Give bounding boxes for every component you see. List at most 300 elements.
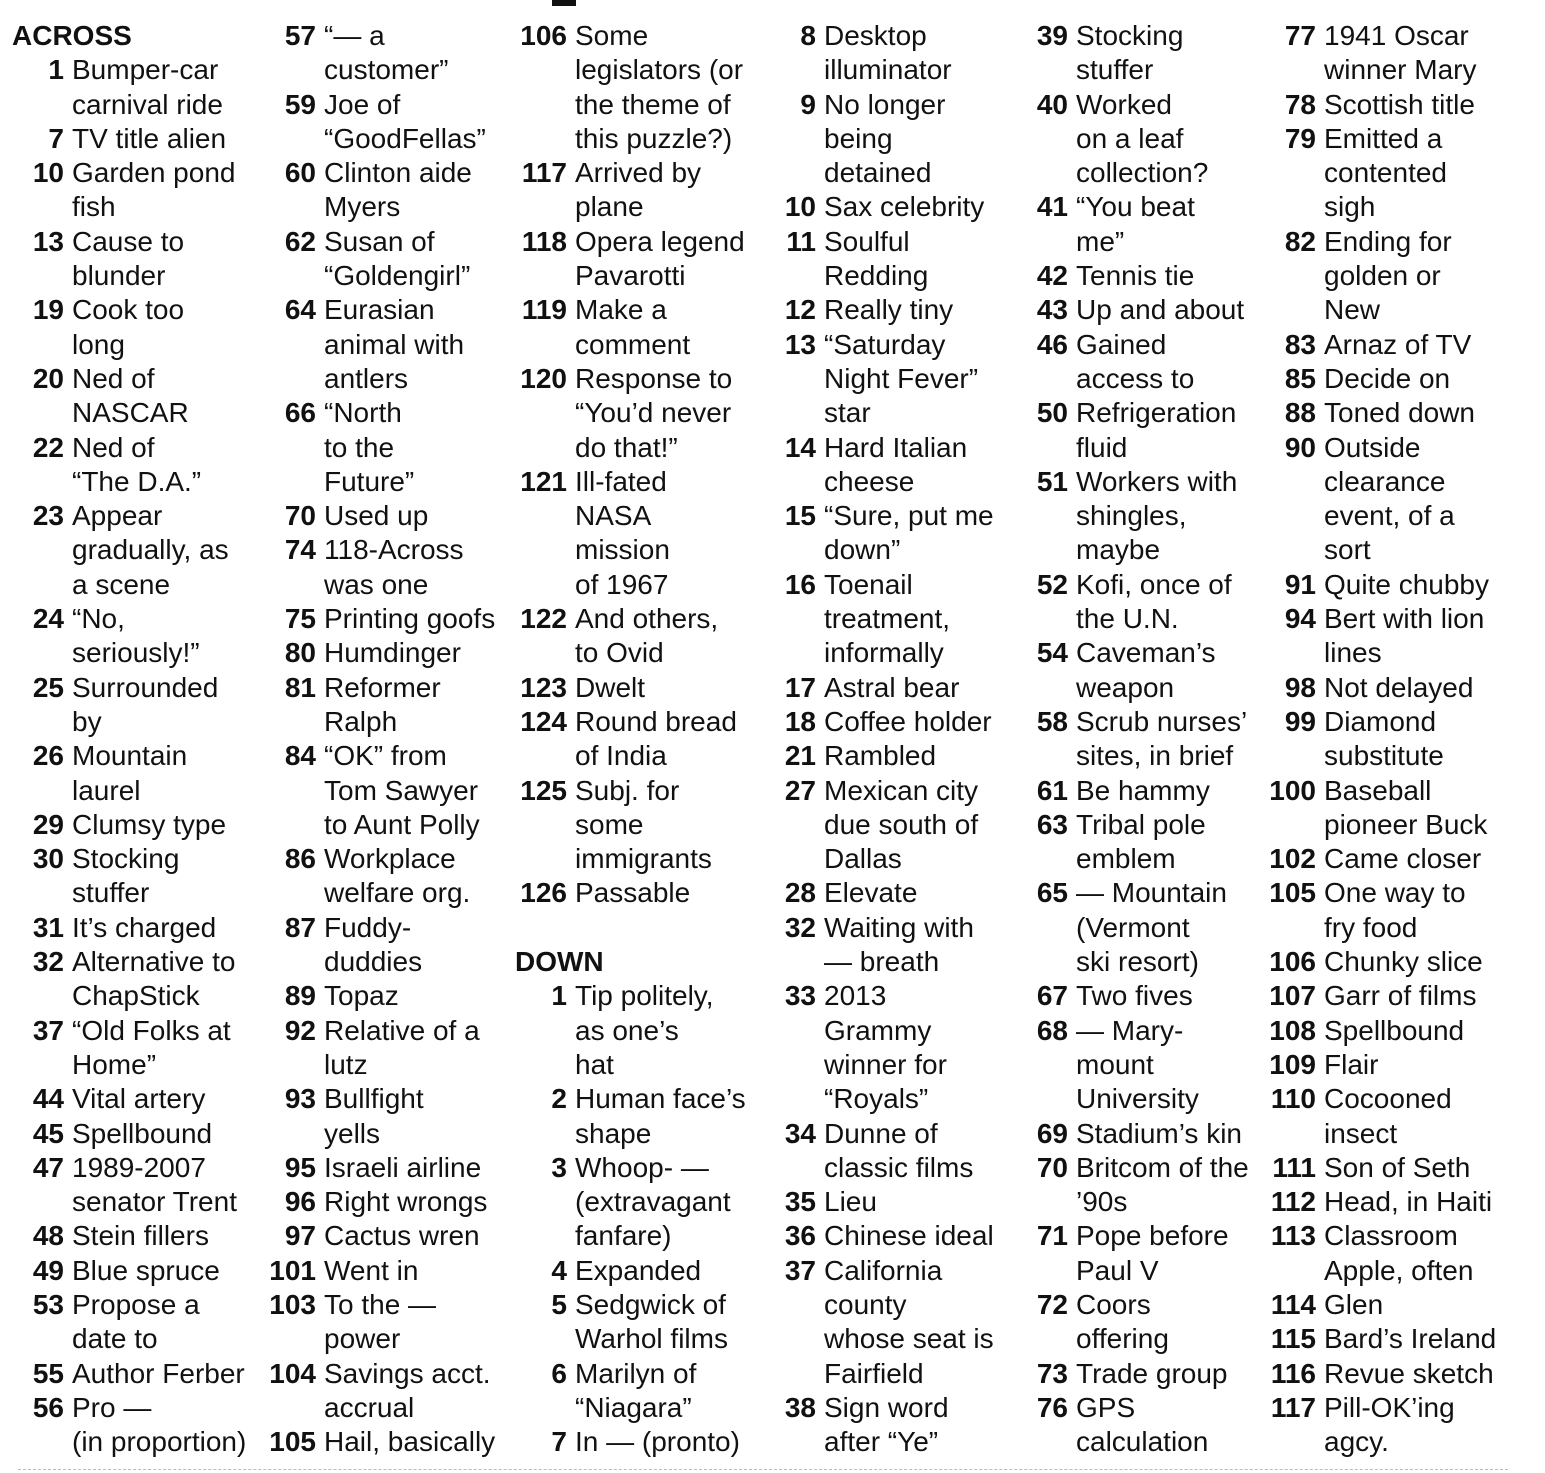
clue-number: 2 xyxy=(551,1083,567,1115)
clue-text-line: the theme of xyxy=(575,88,731,120)
down-clue xyxy=(1264,945,1545,979)
clue-text-line: “— a xyxy=(324,20,385,51)
clue-text-line: Home” xyxy=(72,1048,157,1080)
clue-text-line: Pavarotti xyxy=(575,260,686,292)
clue-number: 114 xyxy=(1270,1288,1316,1320)
clue-number: 123 xyxy=(520,671,567,703)
clue-number: 79 xyxy=(1284,122,1316,154)
down-clue xyxy=(1264,431,1545,568)
clue-text-line: Redding xyxy=(824,260,929,292)
clue-text-line: Son of Seth xyxy=(1324,1151,1471,1183)
clue-text-line: sigh xyxy=(1324,191,1376,223)
clue-text-line: Sedgwick of xyxy=(575,1288,726,1320)
clue-text-line: mount xyxy=(1076,1048,1154,1080)
clue-number: 9 xyxy=(800,88,816,120)
clue-number: 116 xyxy=(1270,1357,1316,1389)
clue-number: 86 xyxy=(284,843,316,875)
clue-text-line: Workplace xyxy=(324,843,456,875)
clue-number: 37 xyxy=(784,1254,816,1286)
clue-text-line: Quite chubby xyxy=(1324,568,1489,600)
clue-number: 95 xyxy=(284,1151,316,1183)
clue-text-line: to Aunt Polly xyxy=(324,808,480,840)
clue-number: 80 xyxy=(284,637,316,669)
clue-number: 62 xyxy=(284,225,316,257)
clue-text-line: Propose a xyxy=(72,1288,200,1320)
clue-text-line: gradually, as xyxy=(72,534,229,566)
clue-number: 99 xyxy=(1284,705,1316,737)
clue-text-line: — Mary- xyxy=(1076,1014,1184,1046)
clue-text-line: Savings acct. xyxy=(324,1357,491,1389)
clue-number: 51 xyxy=(1036,465,1068,497)
clue-text-line: the U.N. xyxy=(1076,603,1179,635)
clue-number: 110 xyxy=(1270,1083,1316,1115)
down-clue xyxy=(1264,122,1545,225)
clue-text-line: fish xyxy=(72,191,116,223)
clue-number: 61 xyxy=(1036,774,1068,806)
clue-number: 89 xyxy=(284,980,316,1012)
clue-number: 100 xyxy=(1269,774,1316,806)
clue-text-line: Arnaz of TV xyxy=(1324,328,1472,360)
clue-number: 70 xyxy=(1036,1151,1068,1183)
clue-number: 76 xyxy=(1036,1391,1068,1423)
clue-number: 96 xyxy=(284,1186,316,1218)
clue-text-line: sites, in brief xyxy=(1076,740,1234,772)
clue-text-line: Ending for xyxy=(1324,225,1452,257)
clue-number: 106 xyxy=(1269,946,1316,978)
clue-number: 39 xyxy=(1036,20,1068,51)
clue-text-line: To the — xyxy=(324,1288,437,1320)
clue-text-line: Kofi, once of xyxy=(1076,568,1232,600)
clue-number: 35 xyxy=(784,1186,816,1218)
clue-number: 63 xyxy=(1036,808,1068,840)
clue-number: 48 xyxy=(32,1220,64,1252)
clue-text-line: “Royals” xyxy=(824,1083,929,1115)
clue-text-line: Really tiny xyxy=(824,294,954,326)
clue-number: 40 xyxy=(1036,88,1068,120)
clue-number: 17 xyxy=(784,671,816,703)
clue-number: 18 xyxy=(784,705,816,737)
clue-text-line: Grammy xyxy=(824,1014,932,1046)
clue-number: 74 xyxy=(284,534,316,566)
clue-number: 120 xyxy=(520,362,567,394)
clue-text-line: Head, in Haiti xyxy=(1324,1186,1493,1218)
clue-text-line: insect xyxy=(1324,1117,1398,1149)
clue-text-line: Rambled xyxy=(824,740,937,772)
clue-number: 93 xyxy=(284,1083,316,1115)
clue-number: 7 xyxy=(48,122,64,154)
clue-number: 70 xyxy=(284,500,316,532)
clue-number: 52 xyxy=(1036,568,1068,600)
clue-number: 66 xyxy=(284,397,316,429)
clue-text-line: cheese xyxy=(824,465,915,497)
clue-text-line: Cause to xyxy=(72,225,185,257)
clue-text-line: Round bread xyxy=(575,705,737,737)
clue-text-line: Used up xyxy=(324,500,429,532)
down-clue xyxy=(1264,362,1545,396)
clue-text-line: this puzzle?) xyxy=(575,122,733,154)
clue-text-line: Tom Sawyer xyxy=(324,774,479,806)
clue-text-line: date to xyxy=(72,1323,158,1355)
clue-text-line: Eurasian xyxy=(324,294,435,326)
clue-text-line: blunder xyxy=(72,260,166,292)
clue-number: 29 xyxy=(32,808,64,840)
clue-text-line: fanfare) xyxy=(575,1220,672,1252)
clue-number: 10 xyxy=(32,157,64,189)
clue-text-line: detained xyxy=(824,157,932,189)
down-clue xyxy=(1264,979,1545,1013)
clue-text-line: University xyxy=(1076,1083,1199,1115)
clue-text-line: legislators (or xyxy=(575,54,744,86)
clue-text-line: 1989-2007 xyxy=(72,1151,206,1183)
down-clue xyxy=(1264,1151,1545,1185)
clue-text-line: Not delayed xyxy=(1324,671,1474,703)
down-clue xyxy=(1264,1048,1545,1082)
clue-text-line: Soulful xyxy=(824,225,910,257)
clue-number: 19 xyxy=(32,294,64,326)
clue-number: 115 xyxy=(1270,1323,1316,1355)
clue-number: 12 xyxy=(784,294,816,326)
down-clue xyxy=(1264,705,1545,774)
down-clue xyxy=(1264,19,1545,88)
clue-text-line: Elevate xyxy=(824,877,918,909)
clue-text-line: “Niagara” xyxy=(575,1391,692,1423)
clue-text-line: Cocooned xyxy=(1324,1083,1452,1115)
clue-text-line: “No, xyxy=(72,603,125,635)
clue-number: 68 xyxy=(1036,1014,1068,1046)
clue-text-line: Diamond xyxy=(1324,705,1437,737)
clue-text-line: Israeli airline xyxy=(324,1151,482,1183)
clue-text-line: stuffer xyxy=(72,877,150,909)
clue-number: 69 xyxy=(1036,1117,1068,1149)
clue-text-line: emblem xyxy=(1076,843,1176,875)
clue-text-line: Relative of a xyxy=(324,1014,480,1046)
clue-number: 45 xyxy=(32,1117,64,1149)
clue-number: 7 xyxy=(551,1426,567,1458)
clue-text-line: Stocking xyxy=(72,843,180,875)
clue-text-line: — Mountain xyxy=(1076,877,1227,909)
clue-text-line: Reformer xyxy=(324,671,441,703)
clue-text-line: Flair xyxy=(1324,1048,1379,1080)
clue-number: 14 xyxy=(784,431,816,463)
clue-text-line: fry food xyxy=(1324,911,1418,943)
clue-text-line: laurel xyxy=(72,774,141,806)
clue-text-line: seriously!” xyxy=(72,637,200,669)
clue-number: 10 xyxy=(784,191,816,223)
clue-text-line: 1941 Oscar xyxy=(1324,20,1469,51)
clue-text-line: Ned of xyxy=(72,431,155,463)
clue-text-line: sort xyxy=(1324,534,1371,566)
clue-number: 1 xyxy=(551,980,567,1012)
clue-number: 106 xyxy=(520,20,567,51)
clue-number: 41 xyxy=(1036,191,1068,223)
clue-text-line: comment xyxy=(575,328,691,360)
clue-text-line: Bumper-car xyxy=(72,54,219,86)
clue-text-line: customer” xyxy=(324,54,449,86)
clue-text-line: Toned down xyxy=(1324,397,1476,429)
clue-number: 125 xyxy=(520,774,567,806)
clue-text-line: 118-Across xyxy=(324,534,464,566)
clue-text-line: Lieu xyxy=(824,1186,877,1218)
clue-text-line: Scottish title xyxy=(1324,88,1475,120)
clue-number: 5 xyxy=(551,1288,567,1320)
clue-number: 42 xyxy=(1036,260,1068,292)
clue-number: 60 xyxy=(284,157,316,189)
clue-number: 16 xyxy=(784,568,816,600)
clue-text-line: Stadium’s kin xyxy=(1076,1117,1243,1149)
clue-text-line: Myers xyxy=(324,191,401,223)
clue-text-line: Bard’s Ireland xyxy=(1324,1323,1497,1355)
clue-number: 15 xyxy=(784,500,816,532)
clue-text-line: plane xyxy=(575,191,644,223)
clue-text-line: offering xyxy=(1076,1323,1169,1355)
clue-text-line: “Old Folks at xyxy=(72,1014,231,1046)
down-clue xyxy=(1264,88,1545,122)
clue-text-line: after “Ye” xyxy=(824,1426,939,1458)
clue-number: 30 xyxy=(32,843,64,875)
clue-number: 119 xyxy=(521,294,567,326)
clue-text-line: access to xyxy=(1076,362,1195,394)
clue-number: 71 xyxy=(1036,1220,1068,1252)
clue-text-line: Outside xyxy=(1324,431,1421,463)
clue-number: 53 xyxy=(32,1288,64,1320)
down-clue xyxy=(1264,876,1545,945)
clue-text-line: Fairfield xyxy=(824,1357,924,1389)
clue-text-line: Clinton aide xyxy=(324,157,472,189)
clue-text-line: Emitted a xyxy=(1324,122,1443,154)
clue-text-line: fluid xyxy=(1076,431,1128,463)
clue-text-line: Spellbound xyxy=(1324,1014,1465,1046)
clue-number: 8 xyxy=(800,20,816,51)
clue-text-line: calculation xyxy=(1076,1426,1209,1458)
clue-number: 32 xyxy=(784,911,816,943)
clue-text-line: ChapStick xyxy=(72,980,200,1012)
clue-number: 84 xyxy=(284,740,316,772)
clue-text-line: Pro — xyxy=(72,1391,152,1423)
clue-text-line: golden or xyxy=(1324,260,1441,292)
clue-text-line: “GoodFellas” xyxy=(324,122,486,154)
clue-number: 67 xyxy=(1036,980,1068,1012)
down-clue xyxy=(1264,1357,1545,1391)
clue-text-line: lutz xyxy=(324,1048,368,1080)
clue-text-line: classic films xyxy=(824,1151,974,1183)
clue-text-line: Toenail xyxy=(824,568,913,600)
clue-text-line: Sign word xyxy=(824,1391,949,1423)
down-clue xyxy=(1264,1391,1545,1460)
clue-text-line: Clumsy type xyxy=(72,808,227,840)
clue-text-line: “The D.A.” xyxy=(72,465,202,497)
clue-number: 118 xyxy=(521,225,567,257)
clue-text-line: ski resort) xyxy=(1076,946,1199,978)
clue-text-line: Vital artery xyxy=(72,1083,206,1115)
clue-text-line: to Ovid xyxy=(575,637,664,669)
clue-number: 47 xyxy=(32,1151,64,1183)
clue-number: 126 xyxy=(520,877,567,909)
clue-text-line: carnival ride xyxy=(72,88,223,120)
clue-text-line: Spellbound xyxy=(72,1117,213,1149)
clue-text-line: winner for xyxy=(824,1048,947,1080)
clue-text-line: “You beat xyxy=(1076,191,1195,223)
clue-number: 54 xyxy=(1036,637,1068,669)
clue-number: 27 xyxy=(784,774,816,806)
clue-text-line: Stocking xyxy=(1076,20,1184,51)
clue-number: 64 xyxy=(284,294,316,326)
clue-text-line: Passable xyxy=(575,877,691,909)
clue-text-line: illuminator xyxy=(824,54,952,86)
clue-text-line: Topaz xyxy=(324,980,399,1012)
clue-text-line: Paul V xyxy=(1076,1254,1159,1286)
clue-number: 20 xyxy=(32,362,64,394)
clue-text-line: a scene xyxy=(72,568,171,600)
down-clue xyxy=(1264,774,1545,843)
clue-text-line: Humdinger xyxy=(324,637,461,669)
clue-text-line: power xyxy=(324,1323,401,1355)
clue-text-line: collection? xyxy=(1076,157,1209,189)
clue-text-line: Response to xyxy=(575,362,733,394)
clue-text-line: substitute xyxy=(1324,740,1444,772)
clue-number: 87 xyxy=(284,911,316,943)
clue-text-line: Revue sketch xyxy=(1324,1357,1494,1389)
clue-text-line: county xyxy=(824,1288,907,1320)
clue-text-line: Garden pond xyxy=(72,157,236,189)
clue-text-line: as one’s xyxy=(575,1014,679,1046)
down-clue xyxy=(1264,396,1545,430)
clue-text-line: Whoop- — xyxy=(575,1151,709,1183)
down-clue xyxy=(1264,1322,1545,1356)
clue-number: 32 xyxy=(32,946,64,978)
clue-number: 117 xyxy=(521,157,567,189)
clue-text-line: Tribal pole xyxy=(1076,808,1206,840)
clue-number: 59 xyxy=(284,88,316,120)
clue-text-line: One way to xyxy=(1324,877,1466,909)
down-clue xyxy=(1264,1014,1545,1048)
clue-text-line: long xyxy=(72,328,125,360)
clue-text-line: on a leaf xyxy=(1076,122,1184,154)
clue-text-line: Night Fever” xyxy=(824,362,979,394)
clue-number: 56 xyxy=(32,1391,64,1423)
clue-number: 111 xyxy=(1272,1151,1316,1183)
clue-text-line: Susan of xyxy=(324,225,435,257)
clue-text-line: accrual xyxy=(324,1391,415,1423)
clue-number: 72 xyxy=(1036,1288,1068,1320)
clue-text-line: Classroom xyxy=(1324,1220,1458,1252)
clue-number: 13 xyxy=(32,225,64,257)
clue-text-line: immigrants xyxy=(575,843,712,875)
clue-number: 75 xyxy=(284,603,316,635)
clue-text-line: Joe of xyxy=(324,88,401,120)
across-heading: ACROSS xyxy=(12,20,132,51)
clue-text-line: being xyxy=(824,122,893,154)
clue-text-line: animal with xyxy=(324,328,465,360)
clue-text-line: Marilyn of xyxy=(575,1357,697,1389)
clue-text-line: Worked xyxy=(1076,88,1172,120)
clue-text-line: down” xyxy=(824,534,901,566)
clue-text-line: Trade group xyxy=(1076,1357,1228,1389)
clue-text-line: “Goldengirl” xyxy=(324,260,471,292)
clue-number: 102 xyxy=(1269,843,1316,875)
clue-text-line: Sax celebrity xyxy=(824,191,985,223)
clue-text-line: hat xyxy=(575,1048,614,1080)
clue-text-line: of India xyxy=(575,740,667,772)
down-clue xyxy=(1264,1219,1545,1288)
clue-text-line: Chunky slice xyxy=(1324,946,1483,978)
clue-text-line: antlers xyxy=(324,362,409,394)
clue-number: 38 xyxy=(784,1391,816,1423)
clue-text-line: Dunne of xyxy=(824,1117,938,1149)
clue-text-line: welfare org. xyxy=(324,877,471,909)
clue-number: 11 xyxy=(786,225,816,257)
clue-text-line: Hard Italian xyxy=(824,431,968,463)
clue-number: 73 xyxy=(1036,1357,1068,1389)
clue-text-line: Decide on xyxy=(1324,362,1451,394)
clue-number: 4 xyxy=(551,1254,567,1286)
clue-text-line: was one xyxy=(324,568,429,600)
clue-text-line: Ned of xyxy=(72,362,155,394)
clue-number: 113 xyxy=(1270,1220,1316,1252)
clue-number: 112 xyxy=(1270,1186,1316,1218)
clue-text-line: “You’d never xyxy=(575,397,732,429)
clue-text-line: Ralph xyxy=(324,705,398,737)
clue-text-line: shingles, xyxy=(1076,500,1187,532)
clue-number: 105 xyxy=(1269,877,1316,909)
clue-number: 1 xyxy=(48,54,64,86)
clue-text-line: Pope before xyxy=(1076,1220,1229,1252)
clue-text-line: NASCAR xyxy=(72,397,189,429)
clue-text-line: Subj. for xyxy=(575,774,680,806)
bottom-divider xyxy=(18,1469,1508,1470)
clue-number: 82 xyxy=(1284,225,1316,257)
clue-text-line: duddies xyxy=(324,946,423,978)
clue-text-line: Up and about xyxy=(1076,294,1245,326)
clue-number: 43 xyxy=(1036,294,1068,326)
clue-number: 117 xyxy=(1270,1391,1316,1423)
clue-text-line: California xyxy=(824,1254,943,1286)
clue-text-line: — breath xyxy=(824,946,940,978)
clue-text-line: New xyxy=(1324,294,1381,326)
clue-number: 78 xyxy=(1284,88,1316,120)
clue-number: 34 xyxy=(784,1117,816,1149)
clue-text-line: Make a xyxy=(575,294,667,326)
down-clue xyxy=(1264,1082,1545,1151)
down-clue xyxy=(1264,671,1545,705)
clue-text-line: “OK” from xyxy=(324,740,447,772)
clue-text-line: mission xyxy=(575,534,670,566)
clue-text-line: Tip politely, xyxy=(575,980,714,1012)
clue-number: 33 xyxy=(784,980,816,1012)
clue-text-line: star xyxy=(824,397,871,429)
clue-number: 50 xyxy=(1036,397,1068,429)
clue-number: 57 xyxy=(284,20,316,51)
clue-text-line: Bert with lion xyxy=(1324,603,1485,635)
clue-text-line: do that!” xyxy=(575,431,678,463)
clue-text-line: agcy. xyxy=(1324,1426,1389,1458)
clue-text-line: Expanded xyxy=(575,1254,702,1286)
clue-text-line: winner Mary xyxy=(1324,54,1477,86)
clue-text-line: Blue spruce xyxy=(72,1254,220,1286)
clue-text-line: Pill-OK’ing xyxy=(1324,1391,1455,1423)
clue-number: 28 xyxy=(784,877,816,909)
clue-number: 77 xyxy=(1284,20,1316,51)
clue-text-line: It’s charged xyxy=(72,911,217,943)
clue-text-line: Human face’s xyxy=(575,1083,746,1115)
down-clue xyxy=(1264,225,1545,328)
down-clue xyxy=(1264,1288,1545,1322)
clue-number: 21 xyxy=(784,740,816,772)
clue-text-line: Two fives xyxy=(1076,980,1193,1012)
clue-number: 104 xyxy=(269,1357,316,1389)
clue-text-line: Warhol films xyxy=(575,1323,728,1355)
clue-text-line: (extravagant xyxy=(575,1186,731,1218)
clue-text-line: by xyxy=(72,705,102,737)
